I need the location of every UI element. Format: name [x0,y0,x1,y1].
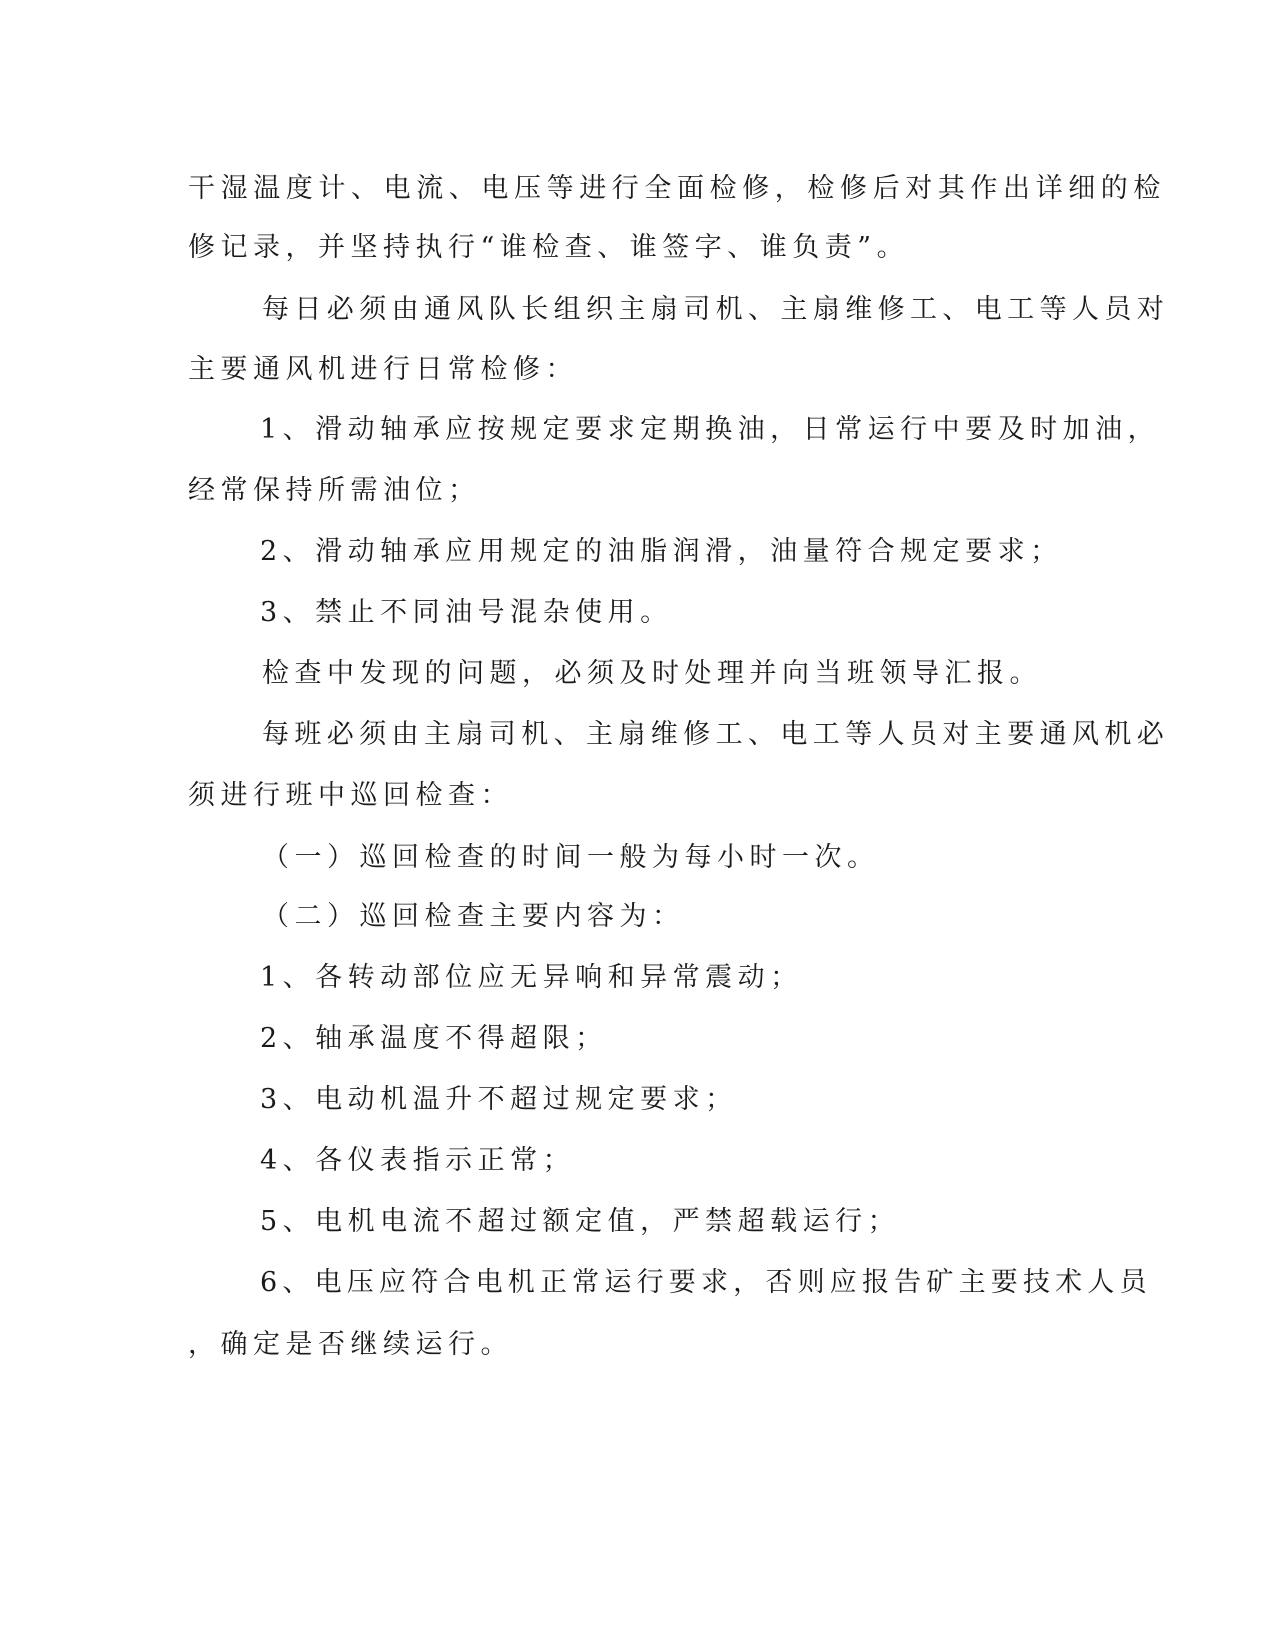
text-line: 3、电动机温升不超过规定要求； [260,1084,738,1115]
text-line: 主要通风机进行日常检修： [188,354,578,385]
text-line: 3、禁止不同油号混杂使用。 [260,597,673,628]
text-line: 2、滑动轴承应用规定的油脂润滑，油量符合规定要求； [260,536,1063,567]
text-line: 5、电机电流不超过额定值，严禁超载运行； [260,1206,901,1237]
text-line: 1、各转动部位应无异响和异常震动； [260,962,803,993]
text-line: （一）巡回检查的时间一般为每小时一次。 [262,842,880,873]
text-line: 1、滑动轴承应按规定要求定期换油，日常运行中要及时加油， [260,414,1161,445]
text-line: （二）巡回检查主要内容为： [262,901,685,932]
text-line: 每班必须由主扇司机、主扇维修工、电工等人员对主要通风机必 [262,719,1170,750]
text-line: ，确定是否继续运行。 [188,1329,513,1360]
text-line: 2、轴承温度不得超限； [260,1023,608,1054]
text-line: 每日必须由通风队长组织主扇司机、主扇维修工、电工等人员对 [262,294,1170,325]
text-line: 须进行班中巡回检查： [188,780,513,811]
text-line: 经常保持所需油位； [188,475,481,506]
text-line: 4、各仪表指示正常； [260,1145,576,1176]
text-line: 修记录，并坚持执行“谁检查、谁签字、谁负责”。 [188,232,910,263]
text-line: 干湿温度计、电流、电压等进行全面检修，检修后对其作出详细的检 [188,173,1166,204]
text-line: 检查中发现的问题，必须及时处理并向当班领导汇报。 [262,658,1042,689]
text-line: 6、电压应符合电机正常运行要求，否则应报告矿主要技术人员 [260,1267,1152,1298]
